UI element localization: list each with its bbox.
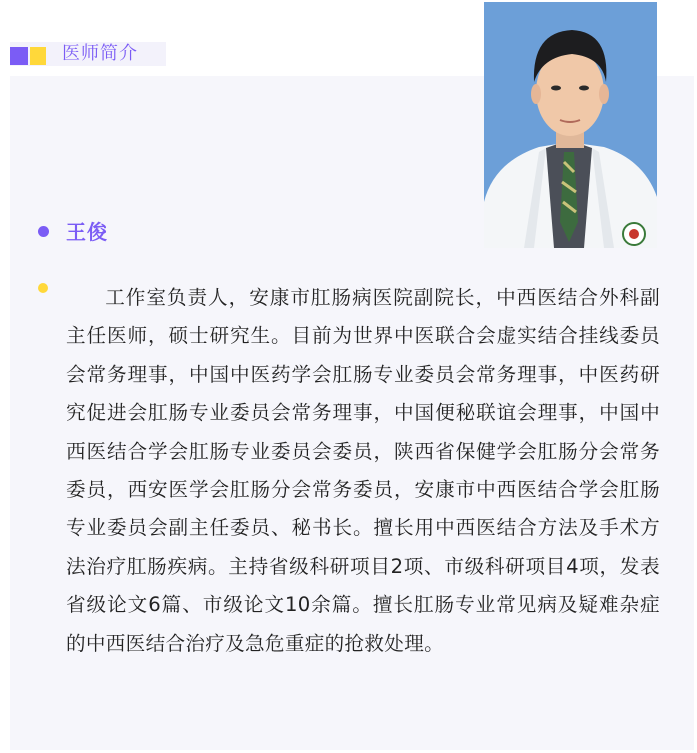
section-title: 医师简介: [62, 43, 138, 64]
bio-bullet: [38, 283, 48, 293]
doctor-bio: 工作室负责人，安康市肛肠病医院副院长，中西医结合外科副主任医师，硕士研究生。目前为世界中医联合会虚实结合挂线委员会常务理事，中国中医药学会肛肠专业委员会常务理事，中医药研究促进会肛肠专业委员会常务理事，中国便秘联谊会理事，中国中西医结合学会肛肠专业委员会委员，陕西省保健学会肛肠分会常务委员，西安医学会肛肠分会常务委员，安康市中西医结合学会肛肠专业委员会副主任委员、秘书长。擅长用中西医结合方法及手术方法治疗肛肠疾病。主持省级科研项目2项、市级科研项目4项，发表省级论文6篇、市级论文10余篇。擅长肛肠专业常见病及疑难杂症的中西医结合治疗及急危重症的抢救处理。: [66, 286, 660, 655]
header-accent-yellow: [30, 47, 46, 65]
header-accent-purple: [10, 47, 28, 65]
name-bullet: [38, 226, 49, 237]
doctor-name: 王俊: [66, 220, 108, 244]
doctor-photo: [484, 2, 657, 248]
